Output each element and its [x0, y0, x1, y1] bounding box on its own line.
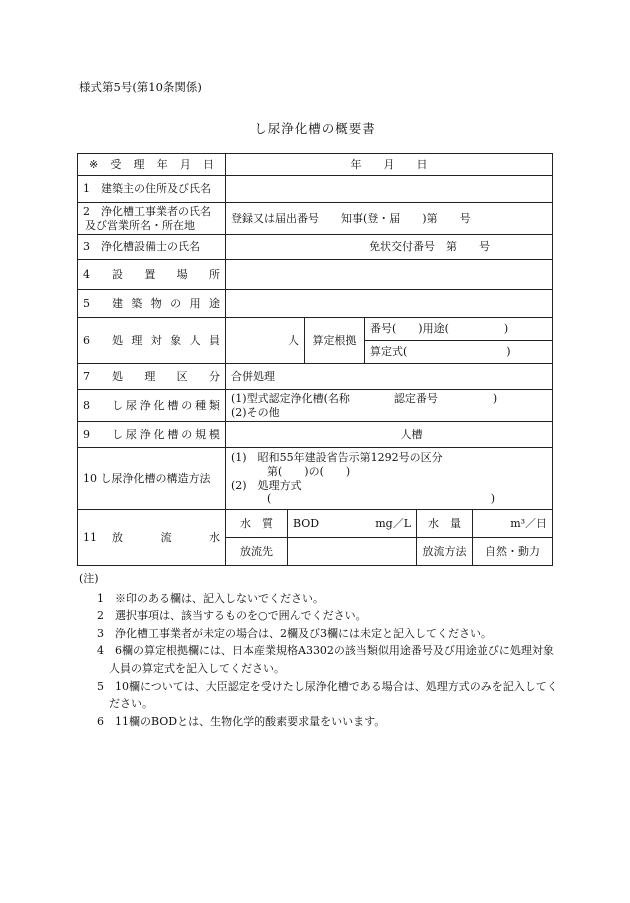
row-contractor	[78, 203, 553, 235]
page-title: し尿浄化槽の概要書	[254, 121, 376, 136]
owner-value	[226, 176, 553, 203]
tank-scale-value: 人槽	[226, 422, 553, 448]
note-item: 4 6欄の算定根拠欄には、日本産業規格A3302の該当類似用途番号及び用途並びに処理対象人員の算定式を記入してください。	[97, 644, 554, 675]
row-location	[78, 260, 553, 290]
row-tank-type	[78, 390, 553, 422]
discharge-method-value: 自然・動力	[473, 538, 553, 566]
row-tank-scale	[78, 422, 553, 448]
water-volume-label: 水 量	[417, 510, 473, 538]
notes-header: (注)	[79, 572, 99, 585]
treatment-class-value: 合併処理	[226, 364, 553, 390]
location-value	[226, 260, 553, 290]
row-effluent-quality	[78, 510, 553, 538]
discharge-method-label: 放流方法	[417, 538, 473, 566]
target-population-label: 6 処 理 対 象 人 員	[78, 318, 226, 364]
tank-type-value: (1)型式認定浄化槽(名称 認定番号 ) (2)その他	[226, 390, 553, 422]
tank-type-label: 8 し 尿 浄 化 槽 の 種 類	[78, 390, 226, 422]
tank-scale-label: 9 し 尿 浄 化 槽 の 規 模	[78, 422, 226, 448]
building-use-value	[226, 290, 553, 318]
notes	[79, 570, 559, 730]
calculation-basis-label: 算定根拠	[305, 318, 365, 364]
contractor-registration: 登録又は届出番号 知事(登・届 )第 号	[226, 203, 553, 235]
form-number: 様式第5号(第10条関係)	[79, 80, 202, 94]
installer-label: 3 浄化槽設備士の氏名	[78, 235, 226, 260]
treatment-class-label: 7 処 理 区 分	[78, 364, 226, 390]
row-treatment-class	[78, 364, 553, 390]
row-received-date	[78, 154, 553, 176]
basis-formula: 算定式( )	[365, 341, 553, 364]
effluent-label: 11 放 流 水	[78, 510, 226, 566]
note-item: 3 浄化槽工事業者が未定の場合は、2欄及び3欄には未定と記入してください。	[97, 626, 492, 640]
row-building-use	[78, 290, 553, 318]
building-use-label: 5 建 築 物 の 用 途	[78, 290, 226, 318]
contractor-label: 2 浄化槽工事業者の氏名 及び営業所名・所在地	[78, 203, 226, 235]
received-date-value: 年 月 日	[226, 154, 553, 176]
owner-label: 1 建築主の住所及び氏名	[78, 176, 226, 203]
population-unit: 人	[226, 318, 305, 364]
row-target-population	[78, 318, 553, 341]
note-item: 5 10欄については、大臣認定を受けたし尿浄化槽である場合は、処理方式のみを記入してください。	[97, 679, 558, 711]
structure-method-label: 10 し尿浄化槽の構造方法	[78, 448, 226, 510]
note-item: 6 11欄のBODとは、生物化学的酸素要求量をいいます。	[97, 714, 386, 728]
location-label: 4 設 置 場 所	[78, 260, 226, 290]
basis-number-use: 番号( )用途( )	[365, 318, 553, 341]
bod-value: BOD mg／L	[288, 510, 417, 538]
water-quality-label: 水 質	[226, 510, 288, 538]
destination-value	[288, 538, 417, 566]
row-installer	[78, 235, 553, 260]
note-item: 1 ※印のある欄は、記入しないでください。	[97, 591, 324, 605]
received-date-label: ※ 受 理 年 月 日	[78, 154, 226, 176]
water-volume-unit: m³／日	[473, 510, 553, 538]
overview-table	[77, 153, 553, 566]
row-owner	[78, 176, 553, 203]
note-item: 2 選択事項は、該当するものを○で囲んでください。	[97, 609, 367, 623]
structure-method-value: (1) 昭和55年建設省告示第1292号の区分 第( )の( ) (2) 処理方式 ( )	[226, 448, 553, 510]
installer-license: 免状交付番号 第 号	[226, 235, 553, 260]
row-structure-method	[78, 448, 553, 510]
destination-label: 放流先	[226, 538, 288, 566]
